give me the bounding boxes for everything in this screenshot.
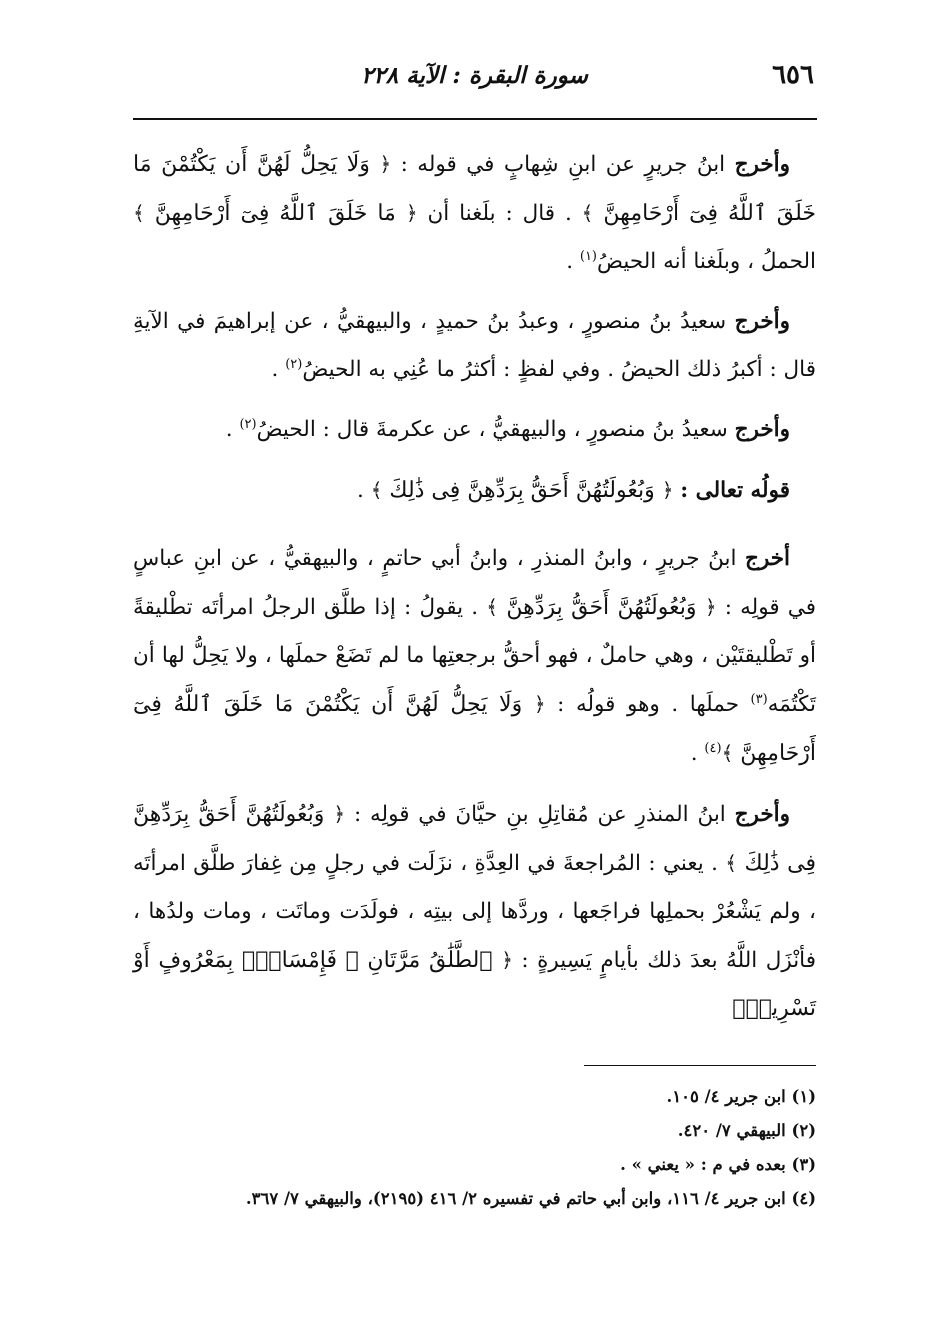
lead-word: وأخرج: [734, 152, 790, 177]
ornate-bracket: ﴿: [333, 802, 346, 826]
text-run: . يقولُ : إذا طلَّق الرجلُ امرأتَه تطْليقةً أو تَطْليقتَيْن ، وهي حاملٌ ، فهو أحقُّ برجعتِها ما لم تَضَعْ حملَها ، ولا يَحِلُّ لها أن تَكْتُمَه: [133, 595, 816, 717]
paragraph: [133, 535, 816, 778]
text-run: .: [357, 478, 371, 503]
header-rule: [133, 118, 817, 120]
ornate-bracket: ﴿: [533, 692, 546, 716]
footnote-ref: (٢): [285, 356, 303, 372]
footnote: (٣) بعده في م : « يعني » .: [620, 1155, 816, 1174]
ornate-bracket: ﴿: [379, 152, 392, 176]
footnote-ref: (١): [579, 248, 597, 264]
quran-verse: وَلَا يَحِلُّ لَهُنَّ أَن يَكْتُمْنَ مَا خَلَقَ ٱللَّهُ فِىٓ أَرْحَامِهِنَّ: [133, 152, 816, 226]
footnote: (٤) ابن جرير ٤/ ١١٦، وابن أبي حاتم في تفسيره ٢/ ٤١٦ (٢١٩٥)، والبيهقي ٧/ ٣٦٧.: [245, 1189, 816, 1208]
ornate-bracket: ﴿: [704, 595, 717, 619]
text-run: .: [271, 357, 286, 382]
lead-word: وأخرج: [734, 802, 790, 827]
footnote-rule: [584, 1065, 816, 1066]
quran-verse: وَبُعُولَتُهُنَّ أَحَقُّ بِرَدِّهِنَّ فِى ذَٰلِكَ: [382, 478, 662, 503]
text-run: . قال : بلَغنا أن: [417, 201, 582, 226]
text-run: ابنُ المنذرِ عن مُقاتِلِ بنِ حيَّانَ في قولِه :: [345, 802, 735, 827]
lead-word: قولُه تعالى :: [680, 478, 790, 503]
quran-verse: وَلَا يَحِلُّ لَهُنَّ أَن يَكْتُمْنَ مَا خَلَقَ ٱللَّهُ فِىٓ أَرْحَامِهِنَّ: [133, 692, 816, 766]
quran-verse: ٱلطَّلَٰقُ مَرَّتَانِ ۖ فَإِمْسَاكٌۢ بِمَعْرُوفٍ أَوْ تَسْرِيحٌۢ: [133, 948, 816, 1021]
ornate-bracket: ﴾: [721, 741, 734, 765]
main-text: [133, 140, 816, 1045]
text-run: ابنُ جريرٍ عن ابنِ شِهابٍ في قوله :: [391, 152, 735, 177]
lead-word: وأخرج: [734, 417, 790, 442]
paragraph: [133, 140, 816, 286]
text-run: حملَها . وهو قولُه :: [545, 692, 751, 717]
quran-verse: مَا خَلَقَ ٱللَّهُ فِىٓ أَرْحَامِهِنَّ: [144, 201, 406, 226]
paragraph: [133, 790, 816, 1033]
ornate-bracket: ﴿: [501, 948, 513, 972]
paragraph: [133, 298, 816, 394]
ornate-bracket: ﴾: [725, 851, 738, 875]
footnote-ref: (٢): [239, 416, 257, 432]
text-run: .: [225, 417, 240, 442]
quran-verse: وَبُعُولَتُهُنَّ أَحَقُّ بِرَدِّهِنَّ فِى ذَٰلِكَ: [133, 802, 816, 876]
quran-verse: وَبُعُولَتُهُنَّ أَحَقُّ بِرَدِّهِنَّ: [498, 595, 705, 620]
text-run: الحملُ ، وبلَغنا أنه الحيضُ: [597, 249, 816, 274]
footnote: (١) ابن جرير ٤/ ١٠٥.: [666, 1087, 816, 1106]
running-title: سورة البقرة : الآية ٢٢٨: [361, 62, 588, 89]
text-run: سعيدُ بنُ منصورٍ ، وعبدُ بنُ حميدٍ ، والبيهقيُّ ، عن إبراهيمَ في الآيةِ قال : أكبرُ ذلك الحيضُ . وفي لفظٍ : أكثرُ ما عُنِي به الحيضُ: [133, 309, 816, 382]
footnotes: [133, 1080, 816, 1216]
text-run: ابنُ جريرٍ ، وابنُ المنذرِ ، وابنُ أبي حاتمٍ ، والبيهقيُّ ، عن ابنِ عباسٍ في قولِه :: [133, 546, 816, 620]
text-run: .: [690, 741, 705, 766]
text-run: .: [566, 249, 580, 274]
paragraph: [133, 406, 816, 454]
ornate-bracket: ﴾: [370, 478, 383, 502]
footnote-ref: (٤): [704, 740, 722, 756]
ornate-bracket: ﴾: [581, 201, 594, 225]
lead-word: أخرج: [744, 546, 790, 571]
ornate-bracket: ﴾: [133, 201, 145, 225]
ornate-bracket: ﴾: [486, 595, 498, 619]
section-heading: [133, 466, 816, 515]
footnote: (٢) البيهقي ٧/ ٤٢٠.: [677, 1121, 816, 1140]
footnote-ref: (٣): [750, 691, 768, 707]
page-header: [135, 58, 814, 108]
text-run: . يعني : المُراجعةَ في العِدَّةِ ، نزَلَت في رجلٍ مِن غِفارَ طلَّق امرأتَه ، ولم يَشْعُرْ بحملِها فراجَعها ، وردَّها إلى بيتِه ، فولَدَت وماتَت ، ومات ولدُها ، فأنْزَل اللَّهُ بعدَ ذلك بأيامٍ يَسِيرةٍ :: [133, 851, 816, 973]
text-run: سعيدُ بنُ منصورٍ ، والبيهقيُّ ، عن عكرمةَ قال : الحيضُ: [256, 417, 735, 442]
ornate-bracket: ﴿: [661, 478, 674, 502]
lead-word: وأخرج: [734, 309, 790, 334]
ornate-bracket: ﴿: [405, 201, 418, 225]
page-number: ٦٥٦: [772, 60, 814, 90]
